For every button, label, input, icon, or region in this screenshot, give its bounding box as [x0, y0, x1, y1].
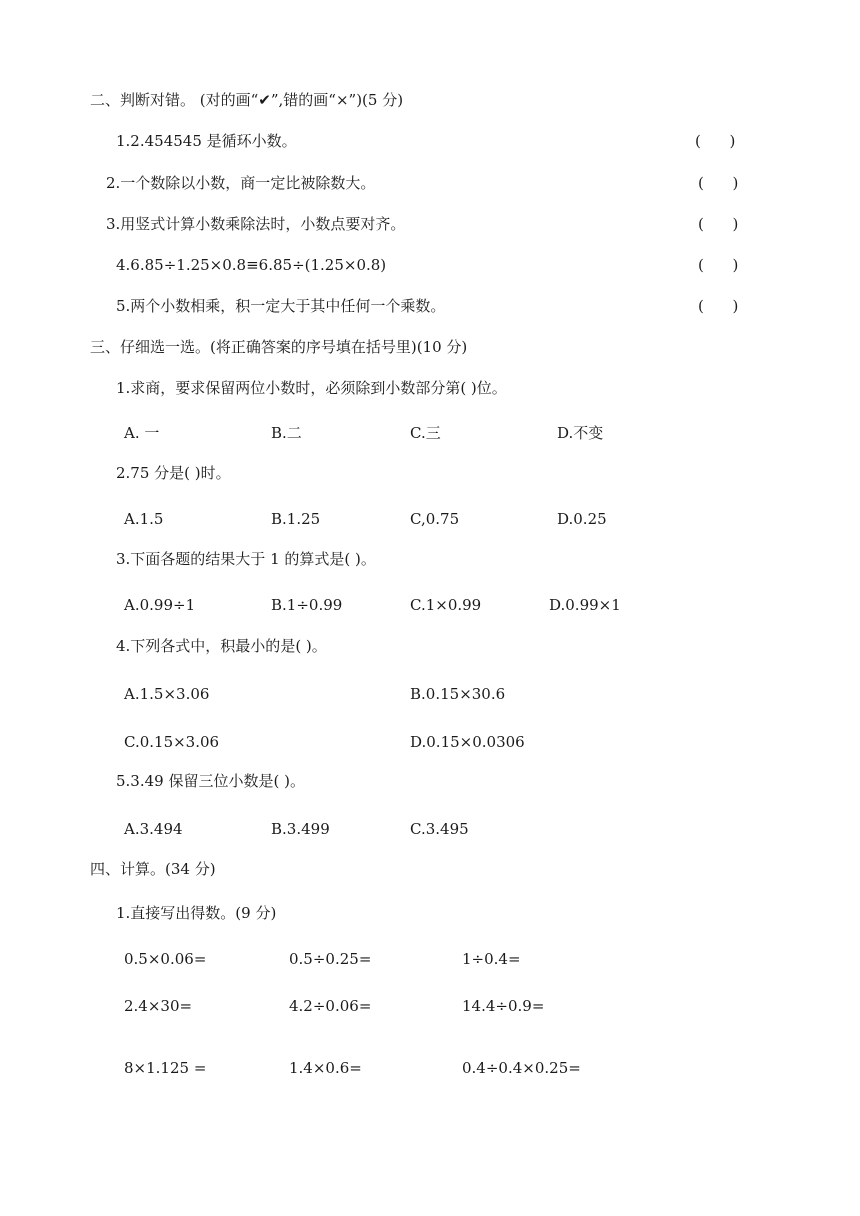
calc-2-3: 14.4÷0.9=	[462, 997, 545, 1015]
option-1c[interactable]: C.三	[410, 424, 441, 442]
calc-3-2: 1.4×0.6=	[289, 1059, 362, 1077]
judge-item-1: 1.2.454545 是循环小数。	[116, 132, 297, 150]
judge-item-5: 5.两个小数相乘，积一定大于其中任何一个乘数。	[116, 297, 446, 315]
section4-sub1: 1.直接写出得数。(9 分)	[116, 904, 277, 922]
option-2d[interactable]: D.0.25	[557, 510, 607, 528]
answer-blank-2[interactable]: ( )	[698, 174, 739, 192]
judge-item-4: 4.6.85÷1.25×0.8≡6.85÷(1.25×0.8)	[116, 256, 387, 274]
option-5a[interactable]: A.3.494	[124, 820, 183, 838]
answer-blank-4[interactable]: ( )	[698, 256, 739, 274]
choice-question-3: 3.下面各题的结果大于 1 的算式是( )。	[116, 550, 376, 568]
calc-1-2: 0.5÷0.25=	[289, 950, 372, 968]
option-4a[interactable]: A.1.5×3.06	[124, 685, 210, 703]
option-2b[interactable]: B.1.25	[271, 510, 321, 528]
option-1d[interactable]: D.不变	[557, 424, 604, 442]
calc-3-3: 0.4÷0.4×0.25=	[462, 1059, 581, 1077]
calc-2-1: 2.4×30=	[124, 997, 193, 1015]
section3-heading: 三、仔细选一选。(将正确答案的序号填在括号里)(10 分)	[90, 338, 468, 356]
choice-question-4: 4.下列各式中，积最小的是( )。	[116, 637, 327, 655]
option-4c[interactable]: C.0.15×3.06	[124, 733, 220, 751]
option-3b[interactable]: B.1÷0.99	[271, 596, 343, 614]
option-1a[interactable]: A. 一	[124, 424, 160, 442]
choice-question-1: 1.求商，要求保留两位小数时，必须除到小数部分第( )位。	[116, 379, 507, 397]
option-3a[interactable]: A.0.99÷1	[124, 596, 196, 614]
option-3c[interactable]: C.1×0.99	[410, 596, 482, 614]
option-2c[interactable]: C,0.75	[410, 510, 460, 528]
answer-blank-5[interactable]: ( )	[698, 297, 739, 315]
choice-question-2: 2.75 分是( )时。	[116, 464, 231, 482]
judge-item-3: 3.用竖式计算小数乘除法时，小数点要对齐。	[106, 215, 406, 233]
answer-blank-1[interactable]: ( )	[695, 132, 736, 150]
section2-heading: 二、判断对错。 (对的画“✔”,错的画“×”)(5 分)	[90, 91, 404, 109]
choice-question-5: 5.3.49 保留三位小数是( )。	[116, 772, 305, 790]
section4-heading: 四、计算。(34 分)	[90, 860, 216, 878]
option-5b[interactable]: B.3.499	[271, 820, 330, 838]
option-2a[interactable]: A.1.5	[124, 510, 164, 528]
option-5c[interactable]: C.3.495	[410, 820, 469, 838]
option-4b[interactable]: B.0.15×30.6	[410, 685, 506, 703]
answer-blank-3[interactable]: ( )	[698, 215, 739, 233]
option-3d[interactable]: D.0.99×1	[549, 596, 621, 614]
calc-1-3: 1÷0.4=	[462, 950, 521, 968]
option-1b[interactable]: B.二	[271, 424, 302, 442]
calc-3-1: 8×1.125 =	[124, 1059, 207, 1077]
calc-2-2: 4.2÷0.06=	[289, 997, 372, 1015]
calc-1-1: 0.5×0.06=	[124, 950, 207, 968]
judge-item-2: 2.一个数除以小数，商一定比被除数大。	[106, 174, 376, 192]
option-4d[interactable]: D.0.15×0.0306	[410, 733, 525, 751]
